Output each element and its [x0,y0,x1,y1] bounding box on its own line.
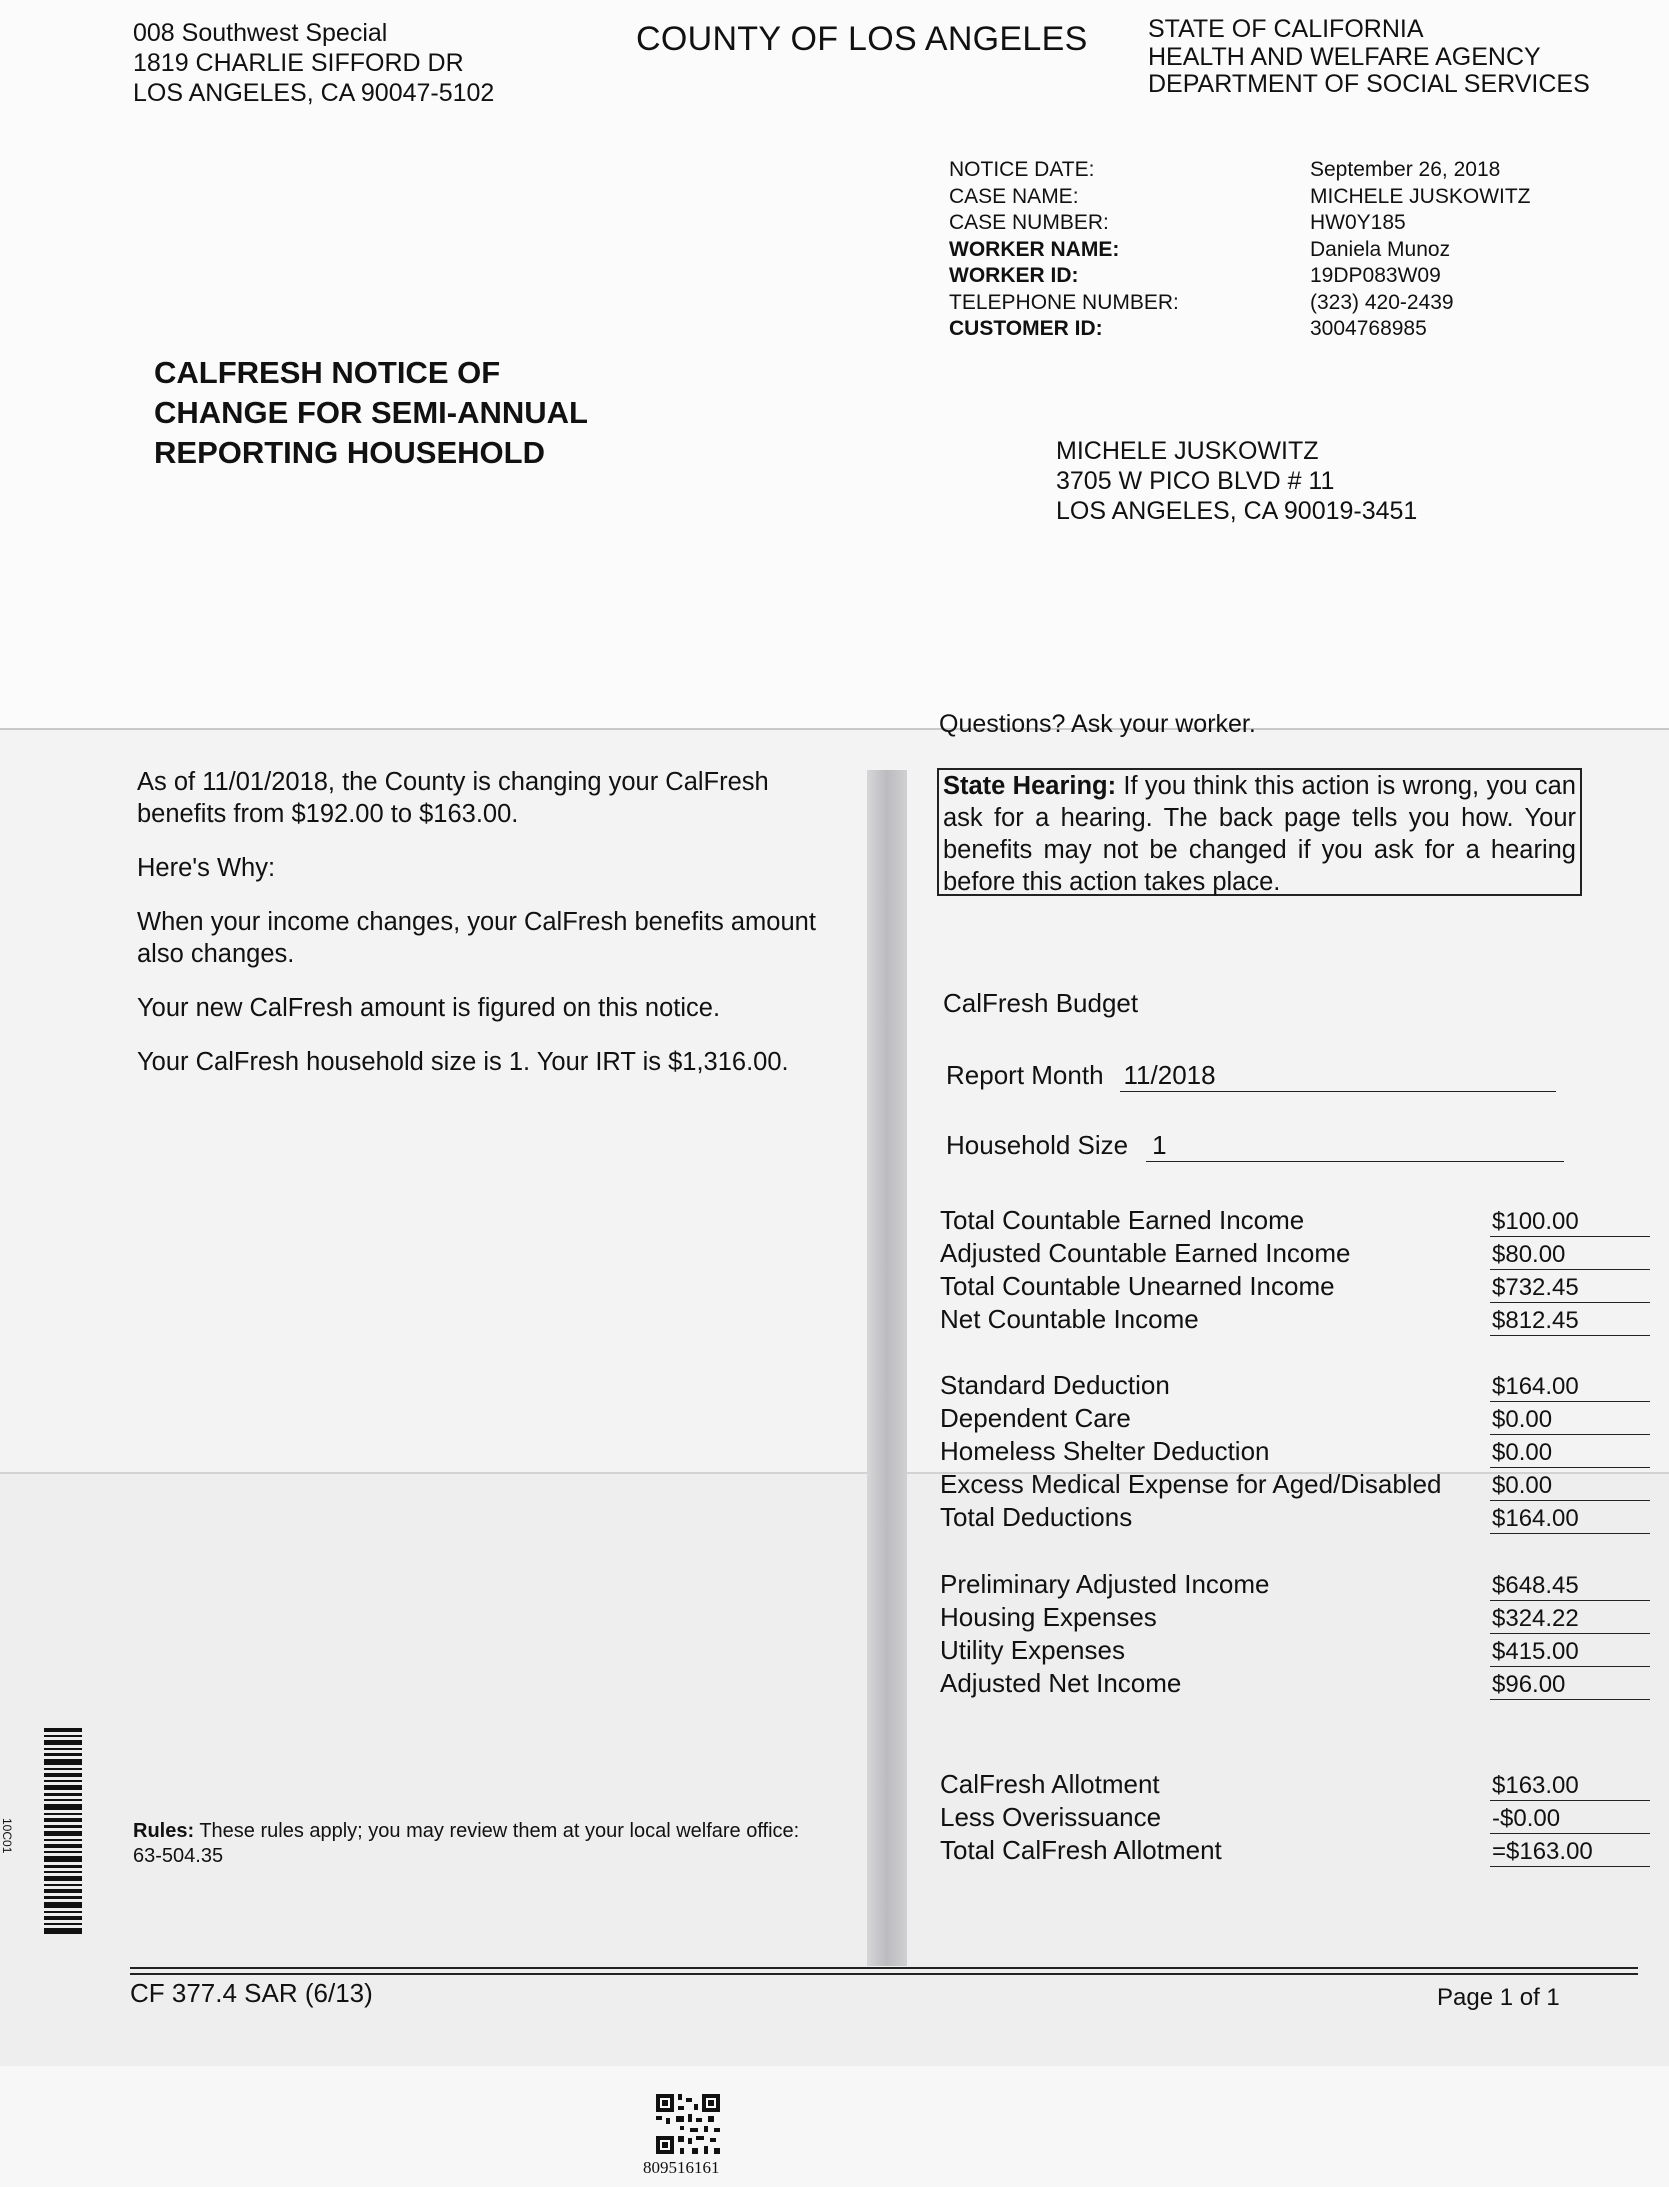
agency-line: STATE OF CALIFORNIA [1148,15,1424,43]
budget-amount: $0.00 [1490,1471,1650,1501]
case-info-label: TELEPHONE NUMBER: [949,290,1179,314]
budget-label: Utility Expenses [940,1635,1125,1665]
sender-address [133,18,494,108]
budget-amount: $164.00 [1490,1504,1650,1534]
form-number: CF 377.4 SAR (6/13) [130,1978,373,2008]
state-hearing-label: State Hearing: [943,772,1117,800]
sender-line: 1819 CHARLIE SIFFORD DR [133,49,464,77]
budget-amount: =$163.00 [1490,1837,1650,1867]
recipient-address [1056,436,1417,526]
qr-number: 809516161 [643,2158,720,2177]
case-info-row [949,237,1531,264]
budget-label: Standard Deduction [940,1370,1170,1400]
fold-line [0,728,1669,730]
agency-line: HEALTH AND WELFARE AGENCY [1148,42,1541,71]
budget-row [940,1834,1650,1867]
case-info-row [949,263,1531,290]
agency-heading [1148,16,1590,99]
case-info-label: CASE NAME: [949,184,1079,208]
case-info-label: WORKER NAME: [949,237,1120,261]
recipient-line: 3705 W PICO BLVD # 11 [1056,467,1335,495]
budget-label: Total Deductions [940,1502,1133,1532]
barcode-icon [44,1728,82,1934]
household-size-value: 1 [1146,1130,1564,1162]
state-hearing-text: If you think this action is wrong, you can ask for a hearing. The back page tells you how. Your benefits may not be changed if you ask for a hearing before this action takes place. [943,772,1576,896]
notice-title [154,353,588,473]
budget-amount: $0.00 [1490,1405,1650,1435]
gray-divider-band [867,770,907,1966]
budget-label: Adjusted Net Income [940,1668,1182,1698]
case-info-value: September 26, 2018 [1310,158,1501,181]
budget-label: Housing Expenses [940,1602,1157,1632]
case-info-label: CASE NUMBER: [949,211,1109,234]
budget-amount: $96.00 [1490,1670,1650,1700]
explanation-text [137,766,857,1100]
page-number: Page 1 of 1 [1437,1984,1560,2011]
budget-amount: $324.22 [1490,1604,1650,1634]
rules-body: These rules apply; you may review them at your local welfare office: 63-504.35 [133,1820,800,1867]
household-size-label: Household Size [946,1130,1129,1160]
budget-row [940,1303,1650,1336]
barcode-caption: 10C01 [0,1818,14,1854]
notice-title-line: CHANGE FOR SEMI-ANNUAL [154,395,588,430]
county-heading: COUNTY OF LOS ANGELES [636,20,1088,58]
adjusted-income-section [940,1568,1650,1700]
case-info-row [949,316,1531,343]
case-info-value: (323) 420-2439 [1310,290,1454,314]
recipient-line: LOS ANGELES, CA 90019-3451 [1056,497,1418,525]
questions-text: Questions? Ask your worker. [939,710,1256,738]
budget-row [940,1667,1650,1700]
budget-amount: $732.45 [1490,1273,1650,1303]
budget-row [940,1468,1650,1501]
change-paragraph: As of 11/01/2018, the County is changing your CalFresh benefits from $192.00 to $163.00. [137,768,769,828]
budget-row [940,1237,1650,1270]
budget-label: Adjusted Countable Earned Income [940,1238,1351,1268]
budget-amount: $100.00 [1490,1207,1650,1237]
budget-label: Total CalFresh Allotment [940,1835,1222,1865]
budget-label: Total Countable Earned Income [940,1205,1305,1235]
budget-title: CalFresh Budget [943,988,1139,1018]
budget-row [940,1270,1650,1303]
budget-label: CalFresh Allotment [940,1769,1160,1799]
budget-row [940,1768,1650,1801]
case-info-label: NOTICE DATE: [949,158,1095,181]
household-paragraph: Your CalFresh household size is 1. Your IRT is $1,316.00. [137,1048,789,1076]
budget-amount: $415.00 [1490,1637,1650,1667]
budget-amount: $163.00 [1490,1771,1650,1801]
budget-amount: $0.00 [1490,1438,1650,1468]
budget-amount: -$0.00 [1490,1804,1650,1834]
notice-title-line: REPORTING HOUSEHOLD [154,435,545,470]
budget-row [940,1601,1650,1634]
case-info-value: 19DP083W09 [1310,264,1441,287]
reason-paragraph: When your income changes, your CalFresh benefits amount also changes. [137,908,816,968]
budget-row [940,1435,1650,1468]
figured-paragraph: Your new CalFresh amount is figured on this notice. [137,994,721,1022]
report-month-label: Report Month [946,1060,1104,1090]
agency-line: DEPARTMENT OF SOCIAL SERVICES [1148,70,1590,98]
budget-row [940,1801,1650,1834]
income-section [940,1204,1650,1336]
budget-label: Homeless Shelter Deduction [940,1436,1270,1466]
case-info-row [949,290,1531,317]
deductions-section [940,1369,1650,1534]
heres-why-heading: Here's Why: [137,854,276,882]
case-info-label: CUSTOMER ID: [949,317,1103,340]
recipient-line: MICHELE JUSKOWITZ [1056,437,1319,465]
sender-line: LOS ANGELES, CA 90047-5102 [133,79,495,107]
budget-row [940,1501,1650,1534]
case-info-block [949,157,1531,343]
rules-label: Rules: [133,1820,195,1842]
paper-bottom-panel [0,2066,1669,2187]
qr-code-icon [656,2094,720,2154]
budget-label: Excess Medical Expense for Aged/Disabled [940,1469,1442,1499]
state-hearing-box [937,768,1582,896]
budget-label: Dependent Care [940,1403,1131,1433]
budget-amount: $812.45 [1490,1306,1650,1336]
budget-amount: $80.00 [1490,1240,1650,1270]
budget-label: Total Countable Unearned Income [940,1271,1335,1301]
budget-label: Less Overissuance [940,1802,1162,1832]
case-info-value: HW0Y185 [1310,211,1406,234]
footer-divider [130,1967,1638,1969]
case-info-label: WORKER ID: [949,264,1079,287]
budget-row [940,1402,1650,1435]
allotment-section [940,1768,1650,1867]
budget-row [940,1204,1650,1237]
case-info-value: Daniela Munoz [1310,237,1451,261]
notice-title-line: CALFRESH NOTICE OF [154,355,501,390]
report-month-row [946,1060,1556,1092]
budget-amount: $648.45 [1490,1571,1650,1601]
budget-row [940,1568,1650,1601]
case-info-value: MICHELE JUSKOWITZ [1310,184,1531,208]
rules-text [133,1819,833,1869]
budget-amount: $164.00 [1490,1372,1650,1402]
case-info-row [949,210,1531,237]
report-month-value: 11/2018 [1120,1060,1556,1092]
budget-label: Net Countable Income [940,1304,1199,1334]
sender-line: 008 Southwest Special [133,19,388,47]
household-size-row [946,1130,1564,1162]
budget-row [940,1369,1650,1402]
footer-divider [130,1973,1638,1975]
case-info-row [949,157,1531,184]
case-info-value: 3004768985 [1310,317,1427,340]
case-info-row [949,184,1531,211]
budget-row [940,1634,1650,1667]
budget-label: Preliminary Adjusted Income [940,1569,1270,1599]
